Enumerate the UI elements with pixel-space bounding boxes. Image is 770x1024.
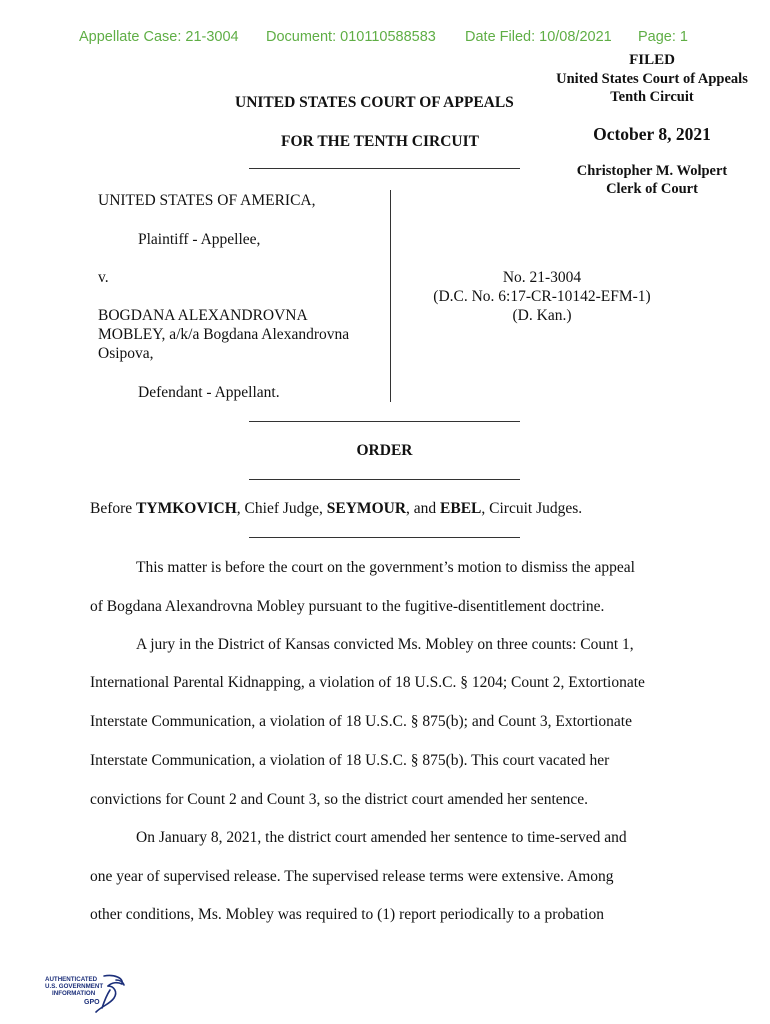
case-number: No. 21-3004 <box>502 269 582 286</box>
body-line-5: Interstate Communication, a violation of 18 U.S.C. § 875(b); and Count 3, Extortionate <box>90 713 632 730</box>
stamp-page: Page: 1 <box>638 29 688 45</box>
plaintiff-role: Plaintiff - Appellee, <box>138 231 261 248</box>
judge1-title: , Chief Judge, <box>236 500 327 517</box>
defendant-line2: MOBLEY, a/k/a Bogdana Alexandrovna <box>98 326 350 343</box>
judges-title: , Circuit Judges. <box>481 500 583 517</box>
gpo-text-3: INFORMATION <box>52 990 96 997</box>
plaintiff-name: UNITED STATES OF AMERICA, <box>98 192 316 209</box>
order-title: ORDER <box>356 442 413 459</box>
stamp-date-filed: Date Filed: 10/08/2021 <box>465 29 612 45</box>
defendant-role: Defendant - Appellant. <box>138 384 280 401</box>
body-line-6: Interstate Communication, a violation of 18 U.S.C. § 875(b). This court vacated her <box>90 752 610 769</box>
judge-ebel: EBEL <box>440 500 482 517</box>
body-line-2: of Bogdana Alexandrovna Mobley pursuant to the fugitive-disentitlement doctrine. <box>90 598 605 615</box>
body-line-3: A jury in the District of Kansas convicted Ms. Mobley on three counts: Count 1, <box>136 636 634 653</box>
gpo-text-4: GPO <box>84 999 100 1006</box>
body-line-7: convictions for Count 2 and Count 3, so the district court amended her sentence. <box>90 791 589 808</box>
gpo-text-2: U.S. GOVERNMENT <box>45 983 104 990</box>
stamp-case: Appellate Case: 21-3004 <box>79 29 239 45</box>
judge-seymour: SEYMOUR <box>326 500 407 517</box>
caption-divider <box>390 190 391 402</box>
body-line-10: other conditions, Ms. Mobley was required to (1) report periodically to a probation <box>90 906 604 923</box>
filed-court: United States Court of Appeals <box>556 71 748 87</box>
panel-line <box>90 500 582 518</box>
defendant-line1: BOGDANA ALEXANDROVNA <box>98 307 308 324</box>
gpo-text-1: AUTHENTICATED <box>45 976 98 983</box>
panel-before: Before <box>90 500 137 517</box>
court-heading-line1: UNITED STATES COURT OF APPEALS <box>235 94 514 111</box>
filed-label: FILED <box>629 52 675 68</box>
panel-and: , and <box>406 500 441 517</box>
body-line-8: On January 8, 2021, the district court amended her sentence to time-served and <box>136 829 627 846</box>
stamp-document: Document: 010110588583 <box>266 29 436 45</box>
versus: v. <box>98 269 109 286</box>
filed-date: October 8, 2021 <box>593 124 711 144</box>
order-rule <box>249 479 520 480</box>
court-heading-line2: FOR THE TENTH CIRCUIT <box>281 133 479 150</box>
judge-tymkovich: TYMKOVICH <box>136 500 237 517</box>
body-line-9: one year of supervised release. The supervised release terms were extensive. Among <box>90 868 614 885</box>
body-line-4: International Parental Kidnapping, a violation of 18 U.S.C. § 1204; Count 2, Extortionate <box>90 674 645 691</box>
clerk-name: Christopher M. Wolpert <box>576 163 728 179</box>
filed-circuit: Tenth Circuit <box>610 89 694 105</box>
heading-rule <box>249 168 520 169</box>
panel-rule <box>249 537 520 538</box>
district-court: (D. Kan.) <box>512 307 572 324</box>
gpo-eagle-icon <box>44 972 128 1016</box>
body-line-1: This matter is before the court on the government’s motion to dismiss the appeal <box>136 559 635 576</box>
caption-rule <box>249 421 520 422</box>
clerk-title: Clerk of Court <box>606 181 698 197</box>
district-case-number: (D.C. No. 6:17-CR-10142-EFM-1) <box>433 288 651 305</box>
gpo-authenticated-logo <box>44 972 128 1016</box>
defendant-line3: Osipova, <box>98 345 154 362</box>
